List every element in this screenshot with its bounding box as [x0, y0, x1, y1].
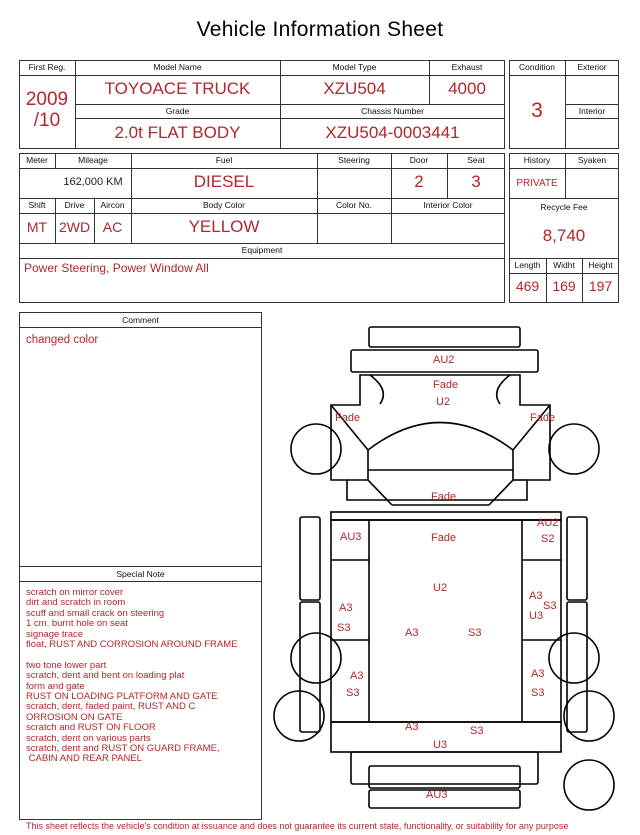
special-note-line: scratch, dent, faded paint, RUST AND C: [26, 701, 196, 713]
comment-label: Comment: [122, 315, 159, 325]
special-note-line: scratch and RUST ON FLOOR: [26, 722, 156, 734]
special-note-line: scuff and small crack on steering: [26, 607, 165, 619]
cab-outline: [331, 375, 550, 500]
mark-right-frame-1: AU2: [537, 517, 559, 529]
mark-right-rear-1: A3: [531, 668, 545, 680]
first-reg-month: /10: [33, 110, 61, 131]
door-value: 2: [414, 172, 424, 191]
page-title: Vehicle Information Sheet: [196, 18, 444, 41]
fuel-value: DIESEL: [193, 172, 255, 191]
special-note-line: CABIN AND REAR PANEL: [26, 753, 142, 765]
mid-right-wheel: [549, 633, 599, 683]
grade-label: Grade: [165, 106, 190, 116]
mark-right-fender: Fade: [530, 412, 556, 424]
length-label: Length: [514, 260, 541, 270]
special-note-list: [26, 588, 260, 765]
rear-bumper-shape: [351, 752, 538, 784]
mark-right-side-2: S3: [543, 600, 557, 612]
height-label: Height: [588, 260, 613, 270]
mark-left-side-2: S3: [337, 622, 351, 634]
special-note-line: ORROSION ON GATE: [26, 711, 123, 723]
special-note-line: dirt and scratch in room: [26, 597, 126, 609]
interior-color-label: Interior Color: [423, 200, 473, 210]
special-note-line: scratch, dent and bent on loading plat: [26, 670, 185, 682]
recycle-fee-label: Recycle Fee: [540, 202, 588, 212]
width-value: 169: [552, 278, 576, 294]
syaken-label: Syaken: [577, 155, 607, 165]
aircon-label: Aircon: [100, 200, 125, 210]
model-type-label: Model Type: [332, 62, 377, 72]
special-note-line: two tone lower part: [26, 659, 107, 671]
shift-label: Shift: [28, 200, 46, 210]
meter-label: Meter: [26, 155, 48, 165]
mark-gate-3: U3: [433, 739, 448, 751]
body-color-value: YELLOW: [188, 217, 260, 236]
special-note-line: float, RUST AND CORROSION AROUND FRAME: [26, 639, 238, 651]
width-label: Widht: [553, 260, 575, 270]
color-no-label: Color No.: [336, 200, 372, 210]
special-note-label: Special Note: [116, 569, 165, 579]
left-side-guard: [300, 517, 320, 600]
windshield-shape: [368, 423, 513, 471]
special-note-line: scratch on mirror cover: [26, 587, 124, 598]
model-type-value: XZU504: [323, 79, 386, 98]
mark-right-side-3: U3: [529, 610, 544, 622]
mark-cabin-back: Fade: [431, 491, 457, 503]
mark-hood-1: Fade: [433, 379, 459, 391]
first-reg-label: First Reg.: [28, 62, 66, 72]
interior-label: Interior: [578, 106, 606, 116]
mark-deck-front: Fade: [431, 532, 457, 544]
mark-deck-s3: S3: [468, 627, 482, 639]
height-value: 197: [588, 278, 613, 294]
seat-value: 3: [471, 172, 481, 191]
history-label: History: [523, 155, 551, 165]
right-rear-guard: [567, 602, 587, 732]
aircon-value: AC: [102, 219, 123, 235]
loading-deck-shape: [331, 520, 561, 722]
special-note-line: scratch, dent and RUST ON GUARD FRAME,: [26, 743, 220, 755]
mark-front-bumper: AU2: [433, 354, 455, 366]
front-right-wheel: [549, 424, 599, 474]
seat-label: Seat: [467, 155, 485, 165]
exhaust-label: Exhaust: [451, 62, 483, 72]
mileage-value: 162,000 KM: [63, 176, 123, 188]
special-note-line: RUST ON LOADING PLATFORM AND GATE: [26, 691, 218, 703]
model-name-value: TOYOACE TRUCK: [104, 79, 251, 98]
mark-right-frame-2: S2: [541, 533, 555, 545]
exhaust-value: 4000: [448, 79, 486, 98]
mileage-label: Mileage: [78, 155, 108, 165]
mark-rear-bumper: AU3: [426, 789, 448, 801]
right-side-guard: [567, 517, 587, 600]
model-name-label: Model Name: [153, 62, 202, 72]
left-rear-guard: [300, 602, 320, 732]
mark-left-side-1: A3: [339, 602, 353, 614]
rear-left-wheel: [274, 691, 324, 741]
mark-hood-2: U2: [436, 396, 451, 408]
rear-right-wheel: [564, 691, 614, 741]
fuel-label: Fuel: [215, 155, 233, 165]
mark-left-fender: Fade: [335, 412, 361, 424]
vehicle-diagram: [266, 318, 640, 818]
first-reg-year: 2009: [25, 89, 69, 110]
drive-value: 2WD: [58, 219, 91, 235]
mark-gate-1: A3: [405, 721, 419, 733]
chassis-number-value: XZU504-0003441: [325, 123, 460, 142]
comment-text: changed color: [26, 334, 99, 346]
mark-right-rear-2: S3: [531, 687, 545, 699]
exterior-label: Exterior: [577, 62, 607, 72]
condition-value: 3: [531, 99, 543, 122]
mark-left-rear-2: S3: [346, 687, 360, 699]
condition-label: Condition: [519, 62, 555, 72]
special-note-line: scratch, dent on various parts: [26, 732, 151, 744]
mark-deck-a3: A3: [405, 627, 419, 639]
grade-value: 2.0t FLAT BODY: [114, 123, 241, 142]
cabin-back-shape: [331, 512, 561, 520]
special-note-line: signage trace: [26, 628, 84, 640]
equipment-label: Equipment: [241, 245, 283, 255]
disclaimer-footer: This sheet reflects the vehicle's condition at issuance and does not guarantee its current state, functionality, or suitability for any purpose: [26, 821, 569, 831]
steering-label: Steering: [338, 155, 370, 165]
length-value: 469: [515, 278, 540, 294]
history-value: PRIVATE: [516, 178, 558, 189]
door-label: Door: [409, 155, 429, 165]
front-bumper-shape: [369, 327, 520, 347]
front-left-wheel: [291, 424, 341, 474]
body-color-label: Body Color: [202, 200, 246, 210]
shift-value: MT: [26, 219, 48, 235]
special-note-line: 1 cm. burnt hole on seat: [26, 618, 128, 630]
special-note-line: form and gate: [26, 680, 85, 692]
mark-gate-2: S3: [470, 725, 484, 737]
equipment-value: Power Steering, Power Window All: [24, 261, 209, 275]
mark-deck-mid: U2: [433, 582, 448, 594]
chassis-number-label: Chassis Number: [361, 106, 424, 116]
recycle-fee-value: 8,740: [542, 226, 586, 245]
mid-left-wheel: [291, 633, 341, 683]
mark-left-frame: AU3: [340, 531, 362, 543]
spare-wheel: [564, 760, 614, 810]
mark-left-rear-1: A3: [350, 670, 364, 682]
mark-right-side-1: A3: [529, 590, 543, 602]
drive-label: Drive: [64, 200, 85, 210]
